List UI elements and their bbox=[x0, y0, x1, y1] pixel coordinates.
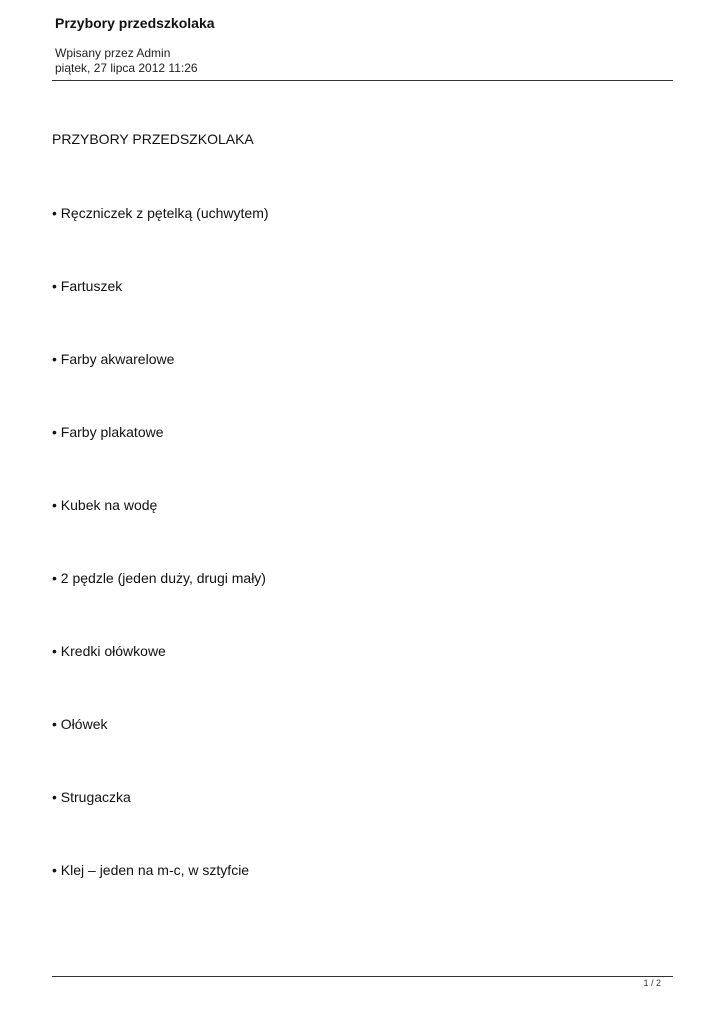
document-title: Przybory przedszkolaka bbox=[55, 15, 215, 31]
list-item: • Ołówek bbox=[52, 716, 108, 732]
list-item: • Kubek na wodę bbox=[52, 497, 158, 513]
header-divider bbox=[52, 80, 673, 81]
content-heading: PRZYBORY PRZEDSZKOLAKA bbox=[52, 131, 254, 147]
list-item: • Klej – jeden na m-c, w sztyfcie bbox=[52, 862, 250, 878]
list-item: • Ręczniczek z pętelką (uchwytem) bbox=[52, 205, 269, 221]
footer-divider bbox=[52, 976, 673, 977]
list-item: • 2 pędzle (jeden duży, drugi mały) bbox=[52, 570, 266, 586]
list-item: • Strugaczka bbox=[52, 789, 131, 805]
list-item: • Farby akwarelowe bbox=[52, 351, 175, 367]
page-number: 1 / 2 bbox=[643, 978, 661, 988]
list-item: • Fartuszek bbox=[52, 278, 123, 294]
list-item: • Farby plakatowe bbox=[52, 424, 164, 440]
list-item: • Kredki ołówkowe bbox=[52, 643, 166, 659]
date-line: piątek, 27 lipca 2012 11:26 bbox=[55, 61, 198, 75]
author-line: Wpisany przez Admin bbox=[55, 46, 171, 60]
article-meta bbox=[55, 46, 198, 76]
